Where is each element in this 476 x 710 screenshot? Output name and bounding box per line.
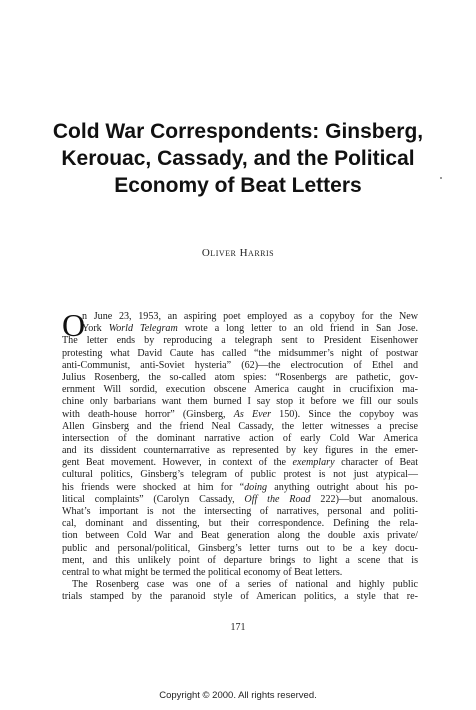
body-line: public and personal/political, Ginsberg’s letter turns out to be a key docu- — [62, 542, 418, 554]
body-line: trials stamped by the paranoid style of American politics, a style that re- — [62, 591, 418, 603]
body-line: with death-house horror” (Ginsberg, As Ever 150). Since the copyboy was — [62, 408, 418, 420]
body-line: What’s important is not the intersecting of narratives, personal and politi- — [62, 506, 418, 517]
body-line: cal, dominant and dissenting, but their correspondence. Defining the rela- — [62, 518, 418, 530]
body-line: The letter ends by reproducing a telegraph sent to President Eisenhower — [62, 335, 418, 347]
body-line: ernment Will sordid, execution obscene America caught in crucifixion ma- — [62, 384, 418, 396]
drop-cap: O — [62, 307, 86, 343]
copyright-notice: Copyright © 2000. All rights reserved. — [159, 690, 317, 701]
body-line: intersection of the dominant narrative action of early Cold War America — [62, 432, 418, 444]
body-line: cultural politics, Ginsberg’s telegram of public protest is not just atypical— — [62, 469, 418, 481]
body-line: his friends were shocked at him for “doing anything outright about his po- — [62, 481, 419, 493]
title-line: Economy of Beat Letters — [114, 174, 362, 197]
body-line: Allen Ginsberg and the friend Neal Cassady, the letter witnesses a precise — [62, 420, 418, 432]
body-line: The Rosenberg case was one of a series of national and highly public — [72, 579, 418, 591]
body-line: York World Telegram wrote a long letter to an old friend in San Jose. — [82, 323, 418, 335]
body-line: protesting what David Caute has called “the midsummer’s night of postwar — [62, 347, 418, 359]
body-line: chine only barbarians want them burned I say stop it before we fill our souls — [62, 396, 418, 408]
article-body — [62, 307, 419, 604]
title-line: Cold War Correspondents: Ginsberg, — [52, 120, 424, 143]
author-name: Oliver Harris — [201, 247, 275, 259]
body-line: anti-Communist, anti-Soviet hysteria” (62)—the electrocution of Ethel and — [62, 359, 418, 371]
body-line: and its dissident counternarrative as represented by key figures in the emer- — [62, 445, 418, 457]
body-line: gent Beat movement. However, in context of the exemplary character of Beat — [62, 457, 418, 469]
body-line: litical complaints” (Carolyn Cassady, Off the Road 222)—but anomalous. — [62, 493, 418, 505]
body-line: central to what might be termed the political economy of Beat letters. — [62, 566, 343, 578]
body-line: tion between Cold War and Beat generation along the double axis private/ — [62, 530, 418, 542]
body-line: n June 23, 1953, an aspiring poet employed as a copyboy for the New — [82, 311, 418, 322]
article-title — [40, 118, 436, 199]
page-number: 171 — [230, 622, 246, 633]
body-line: ment, and this unlikely point of departure brings to light a scene that is — [62, 554, 418, 566]
body-line: Julius Rosenberg, the so-called atom spies: “Rosenbergs are pathetic, gov- — [62, 371, 418, 383]
scan-speck — [440, 177, 442, 179]
title-line: Kerouac, Cassady, and the Political — [61, 147, 415, 170]
